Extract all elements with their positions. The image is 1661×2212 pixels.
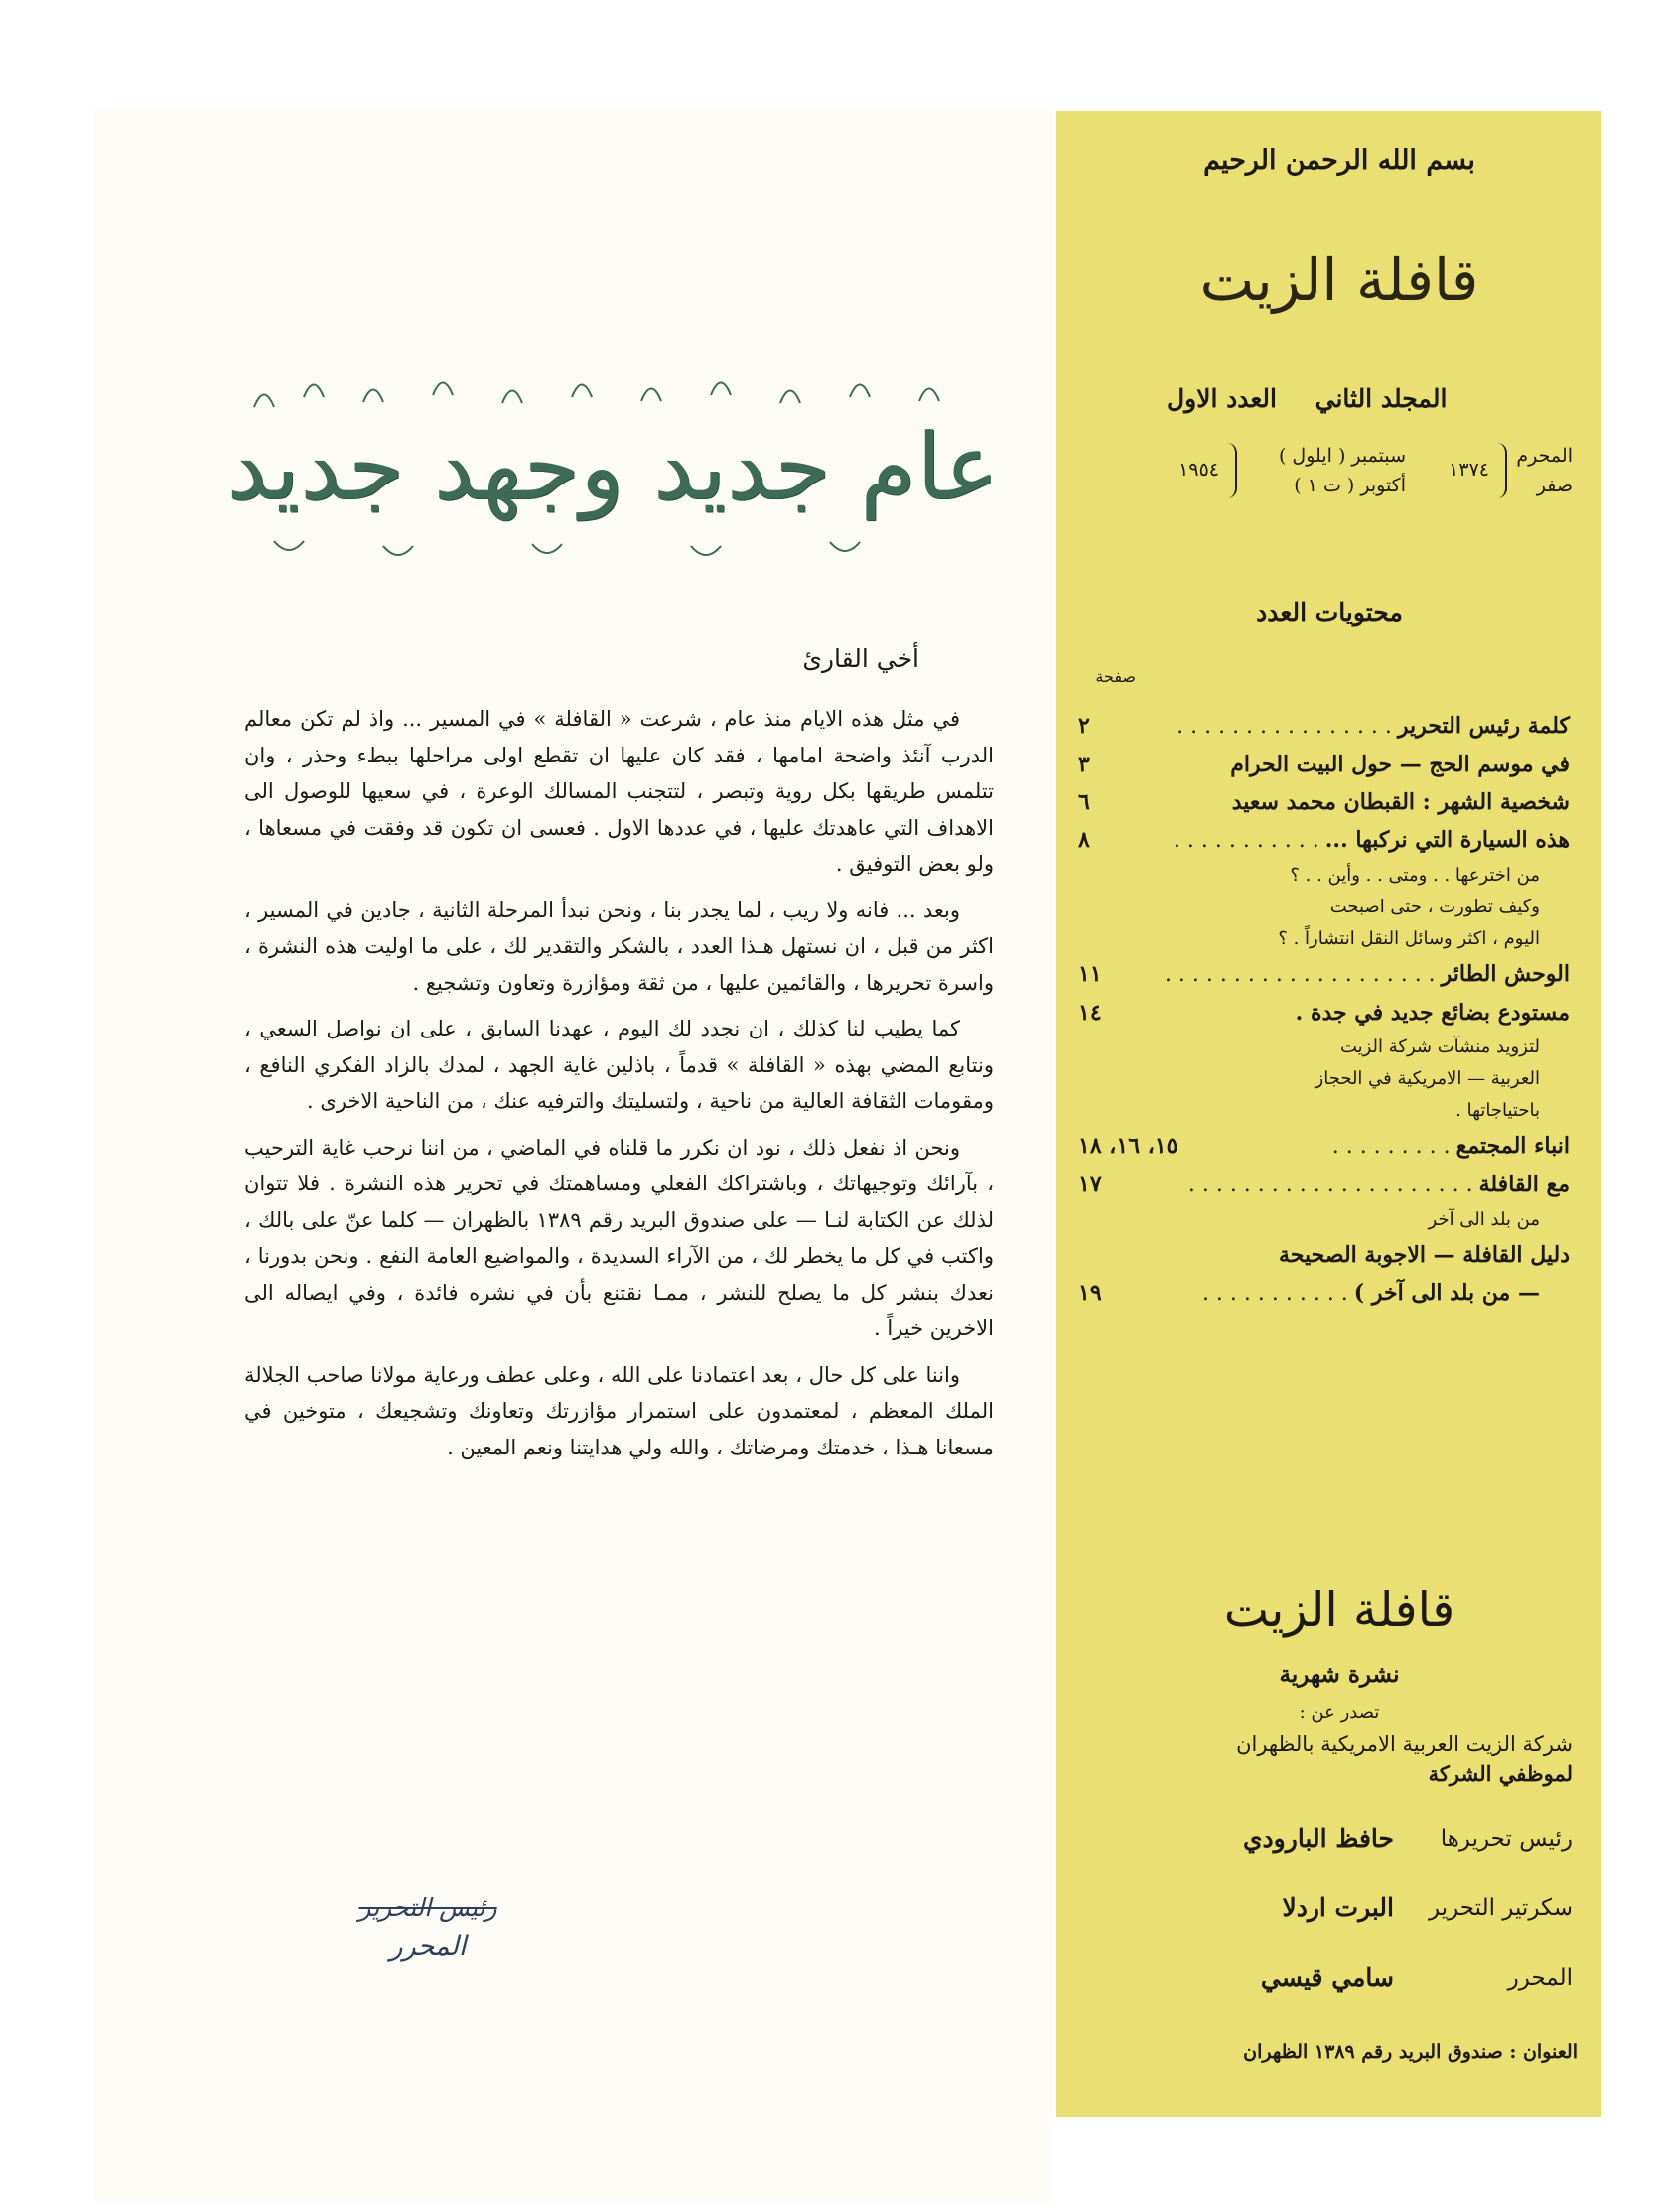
- staff-role: رئيس تحريرها: [1440, 1826, 1573, 1852]
- toc-description: اليوم ، اكثر وسائل النقل انتشاراً . ؟: [1278, 928, 1540, 949]
- toc-leader: . . . . . . . . .: [1331, 1134, 1451, 1159]
- staff-row: [1076, 1958, 1573, 1998]
- toc-entry: [1078, 1127, 1570, 1166]
- toc-entry: [1078, 1236, 1570, 1274]
- toc-page: ٦: [1078, 789, 1090, 815]
- paragraph: واننا على كل حال ، بعد اعتمادنا على الله ، وعلى عطف ورعاية مولانا صاحب الجلالة الملك المعظم ، لمعتمدون على استمرار مؤازرتك وتعاونك وتشجيعك ، متوخين في مسعانا هـذا ، خدمتك ومرضاتك ، والله ولي هدايتنا ونعم المعين .: [244, 1362, 994, 1459]
- staff-row: [1076, 1888, 1573, 1928]
- paragraph: كما يطيب لنا كذلك ، ان نجدد لك اليوم ، عهدنا السابق ، على ان نواصل السعي ، ونتابع المضي بهذه « القافلة » قدماً ، باذلين غاية الجهد ، لمدك بالزاد الفكري النافع ، ومقومات الثقافة العالية من ناحية ، ولتسليتك والترفيه عنك ، من الناحية الاخرى .: [244, 1017, 994, 1113]
- staff-name: سامي قيسي: [1260, 1963, 1394, 1992]
- toc-entry: [1078, 955, 1570, 994]
- toc-entry: [1078, 994, 1570, 1127]
- toc-page: ١٧: [1078, 1172, 1102, 1197]
- toc-page: ١٤: [1078, 1000, 1102, 1026]
- signature-line: رئيس التحرير: [358, 1893, 497, 1922]
- table-of-contents: [1078, 707, 1570, 1313]
- toc-label: — من بلد الى آخر ): [1353, 1280, 1540, 1306]
- toc-entry: [1078, 707, 1570, 746]
- staff-role: المحرر: [1507, 1965, 1573, 1991]
- signature-line: المحرر: [389, 1931, 467, 1962]
- staff-role: سكرتير التحرير: [1429, 1895, 1573, 1921]
- toc-description: من بلد الى آخر: [1428, 1209, 1540, 1230]
- toc-description: من اخترعها . . ومتى . . وأين . . ؟: [1290, 865, 1540, 886]
- hijri-year: ١٣٧٤: [1449, 459, 1489, 481]
- toc-title: محتويات العدد: [1256, 598, 1403, 626]
- headline-title: عام جديد وجهد جديد: [226, 414, 999, 520]
- editorial-body: [244, 701, 994, 1475]
- toc-label: كلمة رئيس التحرير: [1397, 713, 1570, 739]
- toc-description: وكيف تطورت ، حتى اصبحت: [1329, 897, 1540, 917]
- masthead-title: قافلة الزيت: [1199, 246, 1479, 314]
- publisher-line: لموظفي الشركة: [1428, 1761, 1573, 1786]
- toc-label: مع القافلة: [1478, 1172, 1570, 1197]
- issue-dates: [1071, 441, 1573, 530]
- toc-page: ٢: [1078, 713, 1090, 739]
- toc-entry: [1078, 746, 1570, 783]
- date-bracket: [1223, 443, 1237, 498]
- paragraph: في مثل هذه الايام منذ عام ، شرعت « القافلة » في المسير ... واذ لم تكن معالم الدرب آنئذ واضحة امامها ، فقد كان عليها ان تقطع اولى مراحلها ببطء وحذر ، وان تتلمس طريقها بكل روية وتبصر ، لتتجنب المسالك الوعرة ، في سعيها للوصول الى الاهداف التي عاهدتك عليها ، في عددها الاول . فعسى ان تكون قد وفقت في مسعاها ، ولو بعض التوفيق .: [244, 707, 994, 876]
- toc-page: ٣: [1078, 752, 1090, 777]
- staff-name: حافظ البارودي: [1242, 1824, 1394, 1853]
- publisher-info: [1076, 1729, 1573, 1789]
- toc-leader: . . . . . . . . . . . . . . . . . . . .: [1164, 962, 1436, 987]
- publisher-line: شركة الزيت العربية الامريكية بالظهران: [1236, 1732, 1573, 1756]
- paragraph: ونحن اذ نفعل ذلك ، نود ان نكرر ما قلناه في الماضي ، من اننا نرحب غاية الترحيب ، بآرائك وتوجيهاتك ، وباشتراكك الفعلي ومساهمتك في تحرير هذه النشرة . فلا تتوان لذلك عن الكتابة لنـا — على صندوق البريد رقم ١٣٨٩ بالظهران — كلما عنّ على بالك ، واكتب في كل ما يخطر لك ، من الآراء السديدة ، والمواضيع العامة النفع . ونحن بدورنا ، نعدك بنشر كل ما يصلح للنشر ، ممـا نقتنع بأن في نشره فائدة ، وفي ايصاله الى الاخرين خيراً .: [244, 1135, 995, 1340]
- editorial-page: [95, 107, 1053, 2202]
- toc-label: في موسم الحج — حول البيت الحرام: [1230, 752, 1570, 777]
- staff-name: البرت اردلا: [1282, 1893, 1394, 1922]
- issue-number: العدد الاول: [1166, 384, 1277, 413]
- toc-label: دليل القافلة — الاجوبة الصحيحة: [1279, 1242, 1570, 1268]
- toc-entry: [1078, 1166, 1570, 1236]
- paragraph: وبعد ... فانه ولا ريب ، لما يجدر بنا ، ونحن نبدأ المرحلة الثانية ، جادين في المسير ، اكثر من قبل ، ان نستهل هـذا العدد ، بالشكر والتقدير لك ، على ما اوليت هذه النشرة ، واسرة تحريرها ، والقائمين عليها ، من ثقة ومؤازرة وتعاون وتشجيع .: [244, 898, 994, 995]
- masthead-logo-small: قافلة الزيت: [1223, 1583, 1455, 1638]
- toc-leader: . . . . . . . . . . .: [1201, 1281, 1348, 1306]
- staff-row: [1076, 1819, 1573, 1859]
- editor-signature: [324, 1889, 532, 1967]
- gregorian-months: سبتمبر ( ايلول ) أكتوبر ( ت ١ ): [1278, 445, 1406, 496]
- toc-label: انباء المجتمع: [1455, 1133, 1570, 1159]
- page-column-label: صفحة: [1095, 667, 1136, 686]
- volume-number: المجلد الثاني: [1315, 384, 1448, 413]
- toc-page: ١٩: [1078, 1280, 1102, 1306]
- toc-description: العربية — الامريكية في الحجاز: [1315, 1068, 1540, 1089]
- basmala: بسم الله الرحمن الرحيم: [1203, 145, 1475, 176]
- toc-leader: . . . . . . . . . . . . . . . .: [1177, 714, 1392, 739]
- publication-type: نشرة شهرية: [1279, 1661, 1400, 1688]
- toc-leader: . . . . . . . . . . . . . . . . . . . . .: [1187, 1173, 1473, 1197]
- postal-address: العنوان : صندوق البريد رقم ١٣٨٩ الظهران: [1243, 2041, 1578, 2063]
- cover-panel: [1056, 111, 1601, 2117]
- toc-label: مستودع بضائع جديد في جدة .: [1295, 1000, 1570, 1026]
- toc-description: باحتياجاتها .: [1455, 1100, 1540, 1121]
- toc-entry: [1078, 783, 1570, 821]
- toc-label: شخصية الشهر : القبطان محمد سعيد: [1231, 789, 1570, 815]
- toc-leader: . . . . . . . . . . .: [1173, 828, 1319, 853]
- toc-description: لتزويد منشآت شركة الزيت: [1339, 1037, 1540, 1057]
- toc-page: ١١: [1078, 961, 1102, 987]
- date-bracket: [1493, 443, 1507, 498]
- toc-page: ١٥، ١٦، ١٨: [1078, 1133, 1178, 1159]
- toc-label: الوحش الطائر: [1441, 961, 1570, 987]
- gregorian-year: ١٩٥٤: [1178, 459, 1219, 481]
- hijri-months: المحرم صفر: [1516, 445, 1573, 496]
- toc-page: ٨: [1078, 827, 1090, 853]
- salutation: أخي القارئ: [802, 644, 919, 673]
- toc-label: هذه السيارة التي نركبها ...: [1324, 827, 1570, 853]
- toc-entry: [1078, 821, 1570, 955]
- issued-by-label: تصدر عن :: [1299, 1702, 1380, 1723]
- toc-entry: [1078, 1274, 1570, 1313]
